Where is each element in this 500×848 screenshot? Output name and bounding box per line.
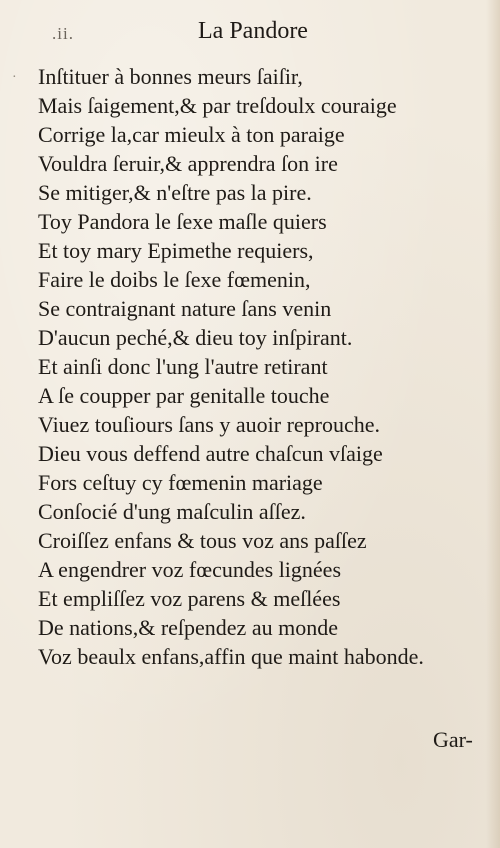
verse-line: Et ainſi donc l'ung l'autre retirant xyxy=(38,354,328,379)
verse-line: Inſtituer à bonnes meurs ſaiſir, xyxy=(38,64,303,89)
verse-block xyxy=(38,62,488,671)
verse-line: Corrige la,car mieulx à ton paraige xyxy=(38,122,345,147)
verse-line: A ſe coupper par genitalle touche xyxy=(38,383,330,408)
catchword: Gar- xyxy=(433,727,473,752)
margin-mark: · xyxy=(12,70,17,85)
verse-line: Dieu vous deffend autre chaſcun vſaige xyxy=(38,441,383,466)
verse-line: Mais ſaigement,& par treſdoulx couraige xyxy=(38,93,397,118)
verse-line: Toy Pandora le ſexe maſle quiers xyxy=(38,209,327,234)
verse-line: Fors ceſtuy cy fœmenin mariage xyxy=(38,470,323,495)
verse-line: A engendrer voz fœcundes lignées xyxy=(38,557,342,582)
verse-line: Se mitiger,& n'eſtre pas la pire. xyxy=(38,180,312,205)
verse-line: Viuez touſiours ſans y auoir reprouche. xyxy=(38,412,381,437)
folio-number: .ii. xyxy=(52,24,74,43)
verse-line: Et empliſſez voz parens & meſlées xyxy=(38,586,341,611)
verse-line: De nations,& reſpendez au monde xyxy=(38,615,338,640)
verse-line: D'aucun peché,& dieu toy inſpirant. xyxy=(38,325,353,350)
verse-line: Croiſſez enfans & tous voz ans paſſez xyxy=(38,528,367,553)
verse-line: Et toy mary Epimethe requiers, xyxy=(38,238,314,263)
verse-line: Vouldra ſeruir,& apprendra ſon ire xyxy=(38,151,338,176)
verse-line: Se contraignant nature ſans venin xyxy=(38,296,332,321)
verse-line: Conſocié d'ung maſculin aſſez. xyxy=(38,499,306,524)
verse-line: Voz beaulx enfans,affin que maint habonde. xyxy=(38,644,424,669)
running-title: La Pandore xyxy=(198,18,308,44)
page-header xyxy=(0,18,500,50)
verse-line: Faire le doibs le ſexe fœmenin, xyxy=(38,267,311,292)
page-edge-shadow xyxy=(486,0,500,848)
